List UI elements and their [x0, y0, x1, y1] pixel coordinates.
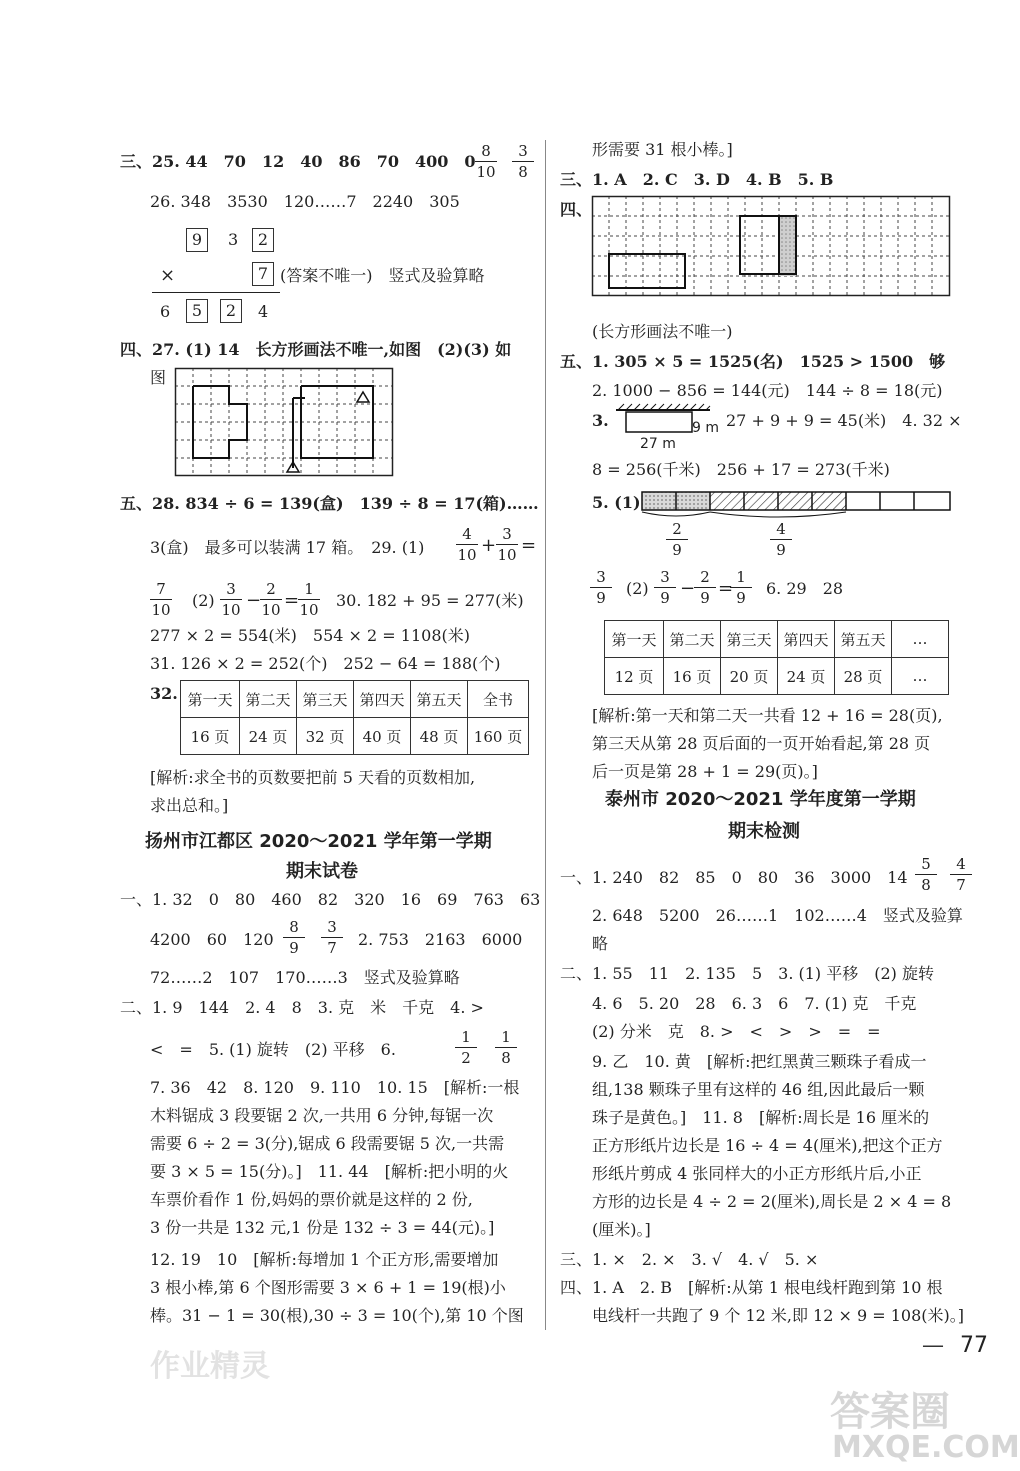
table-cell: … — [892, 658, 949, 695]
answer-line: 2. 753 2163 6000 — [358, 930, 523, 949]
answer-line: 2. 648 5200 26……1 102……4 竖式及验算 — [592, 906, 963, 925]
answer-line: 6. 29 28 — [766, 579, 844, 598]
fraction: 4 9 — [770, 520, 792, 559]
fraction: 3 7 — [321, 918, 343, 957]
table-cell: 第五天 — [835, 621, 892, 658]
digit-box: 9 — [186, 228, 208, 252]
explanation-line: 形纸片剪成 4 张同样大的小正方形纸片后,小正 — [592, 1164, 922, 1183]
length-label: 27 m — [640, 436, 676, 452]
answer-line: 五、28. 834 ÷ 6 = 139(盒) 139 ÷ 8 = 17(箱)…… — [120, 494, 539, 513]
table-cell: 第三天 — [721, 621, 778, 658]
equals-sign: = — [718, 578, 734, 599]
section-title: 扬州市江都区 2020～2021 学年第一学期 — [145, 831, 492, 852]
answer-line: 8 = 256(千米) 256 + 17 = 273(千米) — [592, 460, 890, 479]
equals-sign: = — [284, 590, 300, 611]
answer-line: 略 — [592, 934, 609, 953]
page-number: 77 — [960, 1333, 988, 1358]
section-subtitle: 期末检测 — [728, 821, 800, 842]
answer-line: 72……2 107 170……3 竖式及验算略 — [150, 968, 460, 987]
answer-line: 三、1. A 2. C 3. D 4. B 5. B — [560, 170, 834, 189]
answer-line: 4200 60 120 — [150, 930, 274, 949]
table-cell: 160 页 — [468, 718, 529, 755]
answer-line: 9. 乙 10. 黄 [解析:把红黑黄三颗珠子看成一 — [592, 1052, 927, 1071]
answer-line: < = 5. (1) 旋转 (2) 平移 6. — [150, 1040, 396, 1059]
answer-line: 四、1. A 2. B [解析:从第 1 根电线杆跑到第 10 根 — [560, 1278, 943, 1297]
table-cell: 第三天 — [297, 681, 354, 718]
minus-sign: − — [680, 578, 696, 599]
fraction: 3 10 — [221, 580, 241, 619]
table-cell: 第四天 — [778, 621, 835, 658]
answer-line: 一、1. 240 82 85 0 80 36 3000 14 — [560, 868, 908, 887]
explanation-line: 电线杆一共跑了 9 个 12 米,即 12 × 9 = 108(米)。] — [592, 1306, 965, 1325]
table-cell: 40 页 — [354, 718, 411, 755]
table-cell: 32 页 — [297, 718, 354, 755]
answer-line: 二、1. 55 11 2. 135 5 3. (1) 平移 (2) 旋转 — [560, 964, 934, 983]
answer-line: 26. 348 3530 120……7 2240 305 — [150, 192, 460, 211]
table-cell: 20 页 — [721, 658, 778, 695]
times-sign: × — [160, 265, 176, 286]
fraction: 8 9 — [283, 918, 305, 957]
answer-line: 3(盒) 最多可以装满 17 箱。 29. (1) — [150, 538, 425, 557]
digit-box: 7 — [252, 262, 274, 286]
answer-line: 五、1. 305 × 5 = 1525(名) 1525 > 1500 够 — [560, 352, 946, 371]
answer-line: 4. 6 5. 20 28 6. 3 6 7. (1) 克 千克 — [592, 994, 917, 1013]
plus-sign: + — [481, 535, 497, 556]
answer-line: 图 — [150, 368, 167, 387]
table-cell: 24 页 — [778, 658, 835, 695]
answer-line: 277 × 2 = 554(米) 554 × 2 = 1108(米) — [150, 626, 470, 645]
explanation-line: [解析:求全书的页数要把前 5 天看的页数相加, — [150, 768, 476, 787]
answer-line: 3. — [592, 411, 609, 430]
table-cell: 全书 — [468, 681, 529, 718]
explanation-line: 后一页是第 28 + 1 = 29(页)。] — [592, 762, 818, 781]
fraction: 2 10 — [261, 580, 281, 619]
answer-line: 32. — [150, 684, 178, 703]
table-cell: … — [892, 621, 949, 658]
answer-line: 30. 182 + 95 = 277(米) — [336, 591, 524, 610]
table-cell: 第二天 — [240, 681, 297, 718]
fraction: 3 10 — [497, 525, 517, 564]
digit-box: 5 — [186, 299, 208, 323]
column-divider — [545, 140, 546, 1330]
section-subtitle: 期末试卷 — [286, 861, 358, 882]
table-cell: 12 页 — [605, 658, 664, 695]
table-cell: 第一天 — [605, 621, 664, 658]
table-cell: 第五天 — [411, 681, 468, 718]
explanation-line: 要 3 × 5 = 15(分)。] 11. 44 [解析:把小明的火 — [150, 1162, 509, 1181]
table-cell: 第二天 — [664, 621, 721, 658]
answer-line: 5. (1) — [592, 493, 641, 512]
watermark-text: 作业精灵 — [150, 1349, 270, 1384]
table-cell: 48 页 — [411, 718, 468, 755]
answer-note: (长方形画法不唯一) — [592, 322, 733, 341]
digit-box: 2 — [220, 299, 242, 323]
equals-sign: = — [521, 535, 537, 556]
section-title: 泰州市 2020～2021 学年度第一学期 — [605, 789, 916, 810]
answer-line: 31. 126 × 2 = 252(个) 252 − 64 = 188(个) — [150, 654, 501, 673]
fraction: 1 10 — [299, 580, 319, 619]
table-cell: 28 页 — [835, 658, 892, 695]
explanation-line: 珠子是黄色。] 11. 8 [解析:周长是 16 厘米的 — [592, 1108, 930, 1127]
answer-line: 四、 — [560, 200, 593, 219]
fraction: 4 10 — [457, 525, 477, 564]
length-label: 9 m — [692, 420, 719, 436]
fraction: 3 9 — [590, 568, 612, 607]
digit-box: 2 — [252, 228, 274, 252]
table-cell: 第四天 — [354, 681, 411, 718]
answer-line: 2. 1000 − 856 = 144(元) 144 ÷ 8 = 18(元) — [592, 381, 943, 400]
explanation-line: 木料锯成 3 段要锯 2 次,一共用 6 分钟,每锯一次 — [150, 1106, 494, 1125]
answer-line: (2) — [192, 591, 215, 610]
answer-line: (2) 分米 克 8. > < > > = = — [592, 1022, 881, 1041]
fraction: 7 10 — [151, 580, 171, 619]
explanation-line: 形需要 31 根小棒。] — [592, 140, 733, 159]
fraction: 3 8 — [512, 142, 534, 181]
table-cell: 16 页 — [181, 718, 240, 755]
table-cell: 16 页 — [664, 658, 721, 695]
explanation-line: 方形的边长是 4 ÷ 2 = 2(厘米),周长是 2 × 4 = 8 — [592, 1192, 952, 1211]
explanation-line: (厘米)。] — [592, 1220, 651, 1239]
logo-text: 答案圈 — [830, 1389, 950, 1435]
answer-line: 7. 36 42 8. 120 9. 110 10. 15 [解析:一根 — [150, 1078, 520, 1097]
reading-table — [180, 680, 529, 755]
digit: 4 — [258, 302, 269, 321]
reading-table — [604, 620, 949, 695]
explanation-line: 第三天从第 28 页后面的一页开始看起,第 28 页 — [592, 734, 931, 753]
answer-line: 二、1. 9 144 2. 4 8 3. 克 米 千克 4. > — [120, 998, 484, 1017]
explanation-line: 车票价看作 1 份,妈妈的票价就是这样的 2 份, — [150, 1190, 473, 1209]
multiplication-line — [152, 292, 280, 293]
explanation-line: [解析:第一天和第二天一共看 12 + 16 = 28(页), — [592, 706, 943, 725]
fraction: 3 9 — [654, 568, 676, 607]
digit: 3 — [228, 230, 239, 249]
table-cell: 第一天 — [181, 681, 240, 718]
answer-line: 一、1. 32 0 80 460 82 320 16 69 763 63 — [120, 890, 541, 909]
digit: 6 — [160, 302, 171, 321]
answer-line: (2) — [626, 579, 649, 598]
fraction: 8 10 — [476, 142, 496, 181]
minus-sign: − — [246, 590, 262, 611]
answer-line: 三、25. 44 70 12 40 86 70 400 0 — [120, 152, 476, 171]
fraction: 5 8 — [915, 855, 937, 894]
page-number-dash: — — [922, 1333, 944, 1358]
fraction: 1 8 — [495, 1028, 517, 1067]
explanation-line: 需要 6 ÷ 2 = 3(分),锯成 6 段需要锯 5 次,一共需 — [150, 1134, 505, 1153]
answer-note: (答案不唯一) 竖式及验算略 — [280, 266, 485, 285]
explanation-line: 组,138 颗珠子里有这样的 46 组,因此最后一颗 — [592, 1080, 925, 1099]
grid-figure — [592, 196, 950, 296]
fraction: 4 7 — [950, 855, 972, 894]
explanation-line: 正方形纸片边长是 16 ÷ 4 = 4(厘米),把这个正方 — [592, 1136, 943, 1155]
fraction: 1 9 — [730, 568, 752, 607]
answer-line: 四、27. (1) 14 长方形画法不唯一,如图 (2)(3) 如 — [120, 340, 512, 359]
fraction: 2 9 — [666, 520, 688, 559]
table-cell: 24 页 — [240, 718, 297, 755]
site-url: MXQE.COM — [832, 1430, 1020, 1465]
fraction: 1 2 — [455, 1028, 477, 1067]
fraction: 2 9 — [694, 568, 716, 607]
explanation-line: 棒。31 − 1 = 30(根),30 ÷ 3 = 10(个),第 10 个图 — [150, 1306, 524, 1325]
answer-line: 12. 19 10 [解析:每增加 1 个正方形,需要增加 — [150, 1250, 499, 1269]
explanation-line: 求出总和。] — [150, 796, 229, 815]
grid-figure — [175, 368, 393, 478]
answer-line: 三、1. × 2. × 3. √ 4. √ 5. × — [560, 1250, 819, 1269]
explanation-line: 3 份一共是 132 元,1 份是 132 ÷ 3 = 44(元)。] — [150, 1218, 495, 1237]
answer-line: 27 + 9 + 9 = 45(米) 4. 32 × — [726, 411, 962, 430]
explanation-line: 3 根小棒,第 6 个图形需要 3 × 6 + 1 = 19(根)小 — [150, 1278, 506, 1297]
